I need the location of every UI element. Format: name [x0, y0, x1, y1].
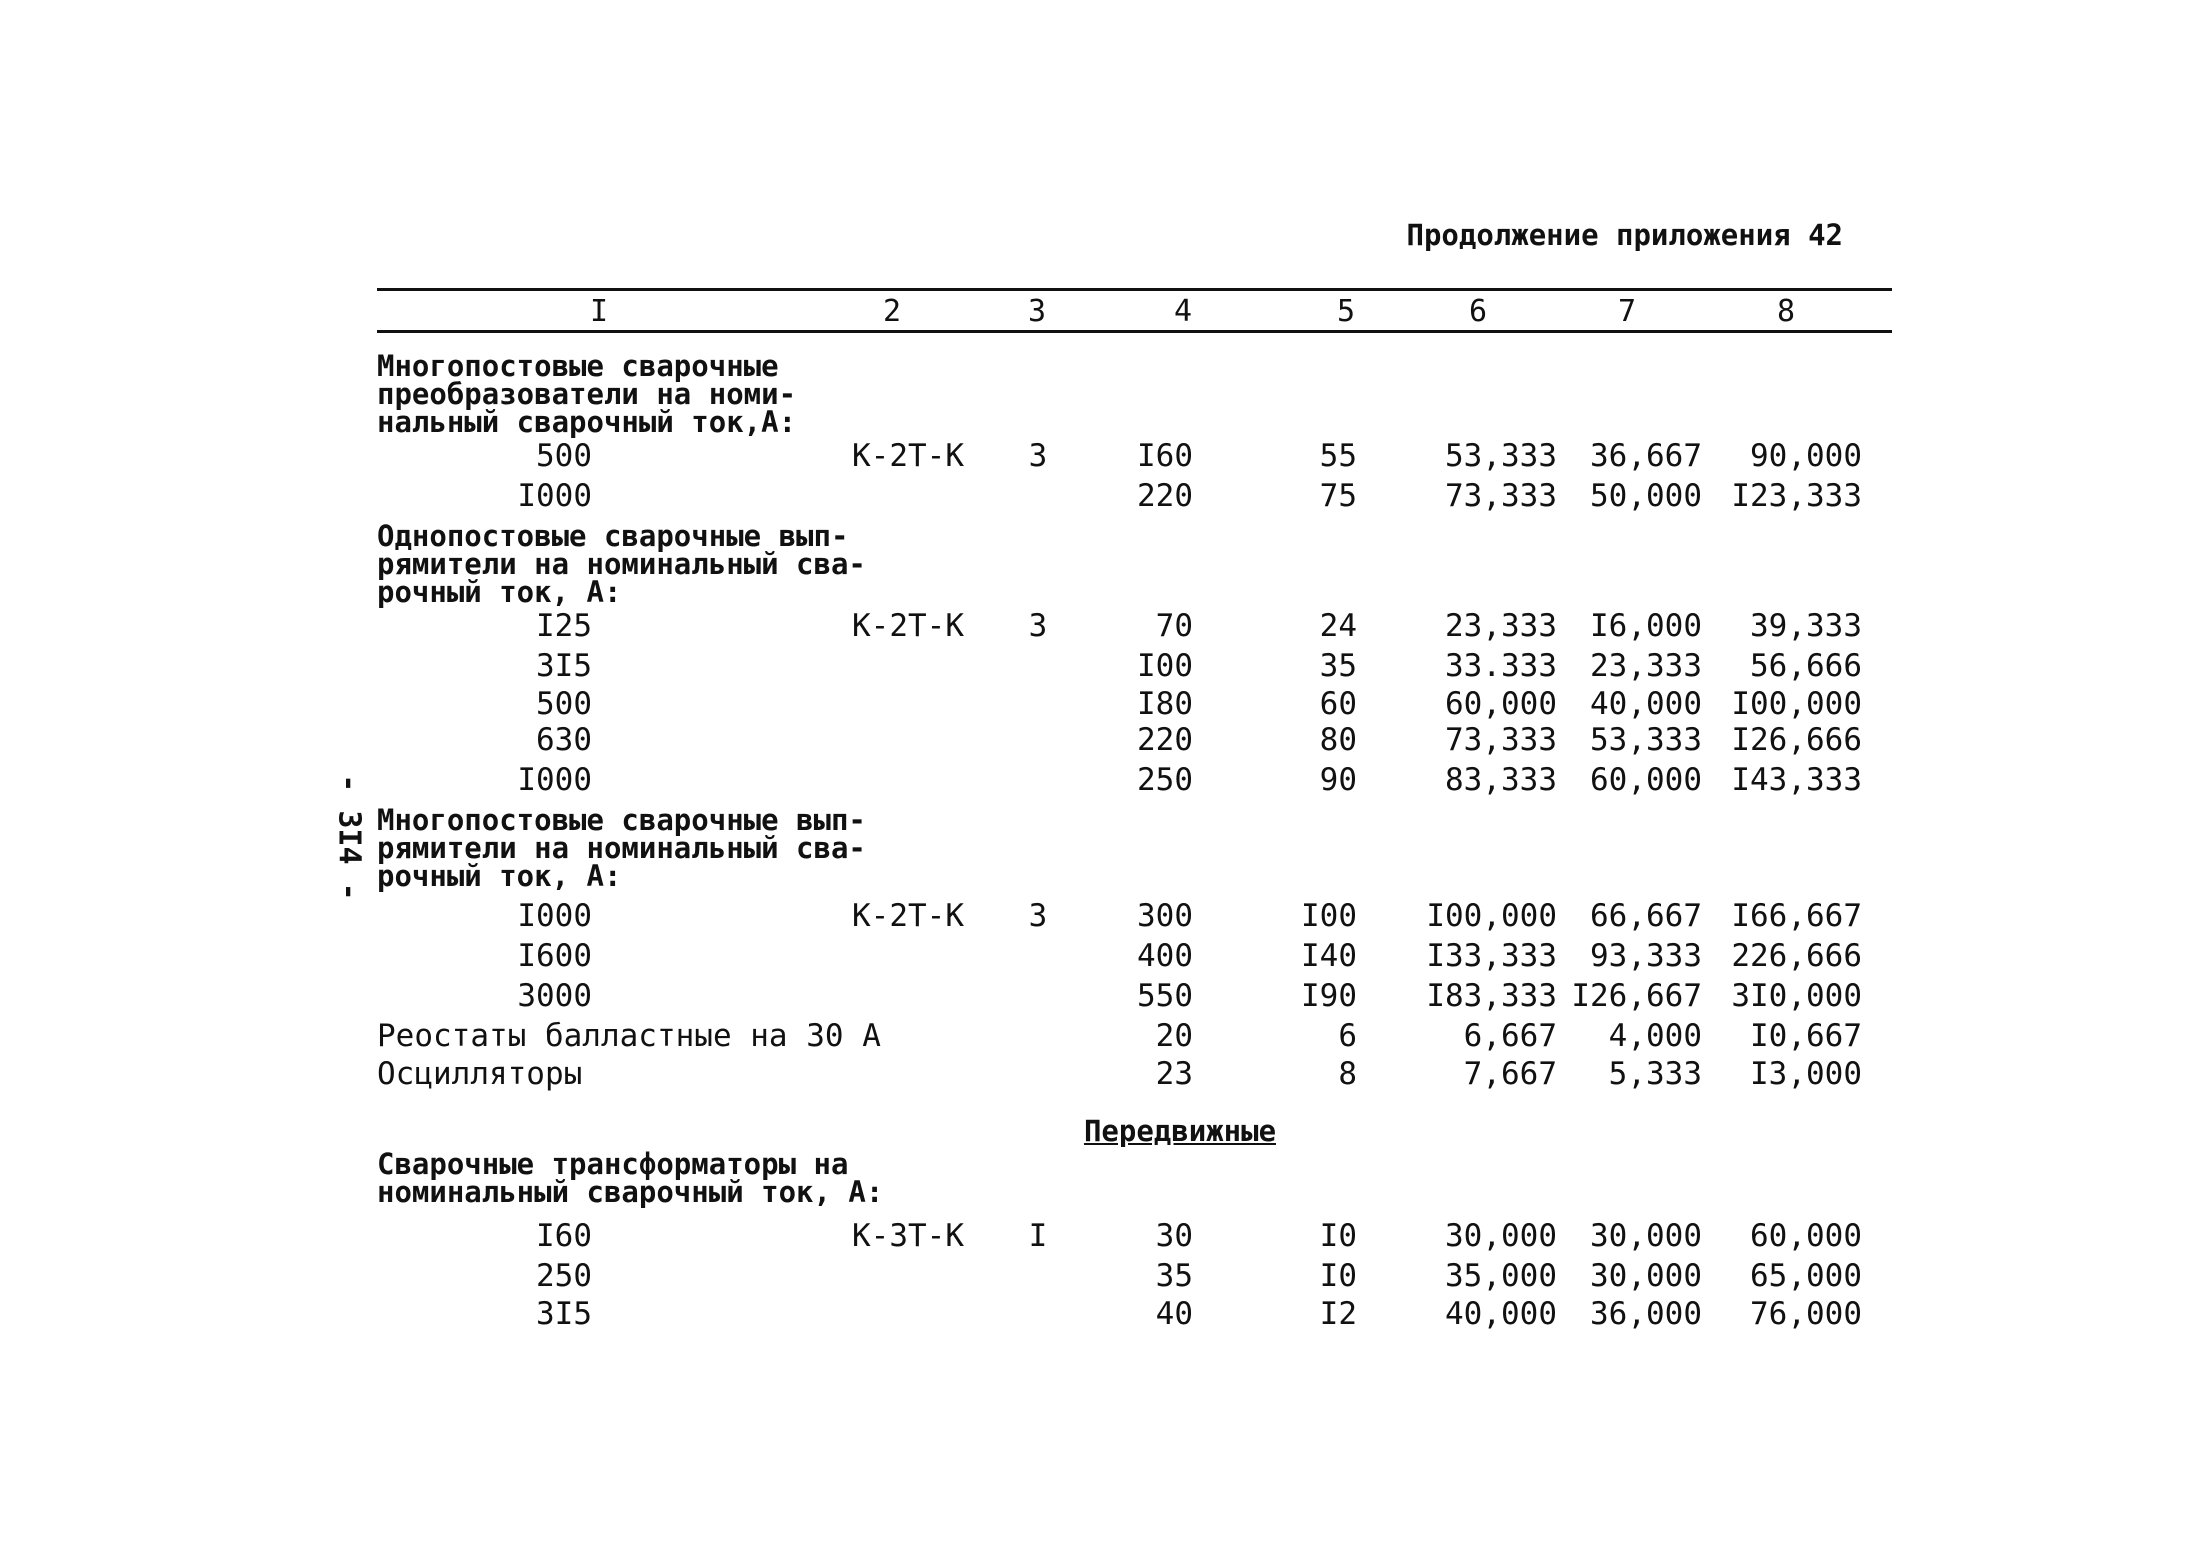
- cell-c7: 23,333: [1590, 648, 1702, 684]
- cell-c6: I00,000: [1426, 898, 1557, 934]
- cell-c4: 20: [1155, 1018, 1193, 1054]
- cell-c6: 30,000: [1445, 1218, 1557, 1254]
- table-row: [0, 686, 2185, 726]
- cell-c8: I43,333: [1731, 762, 1862, 798]
- cell-c1: 3I5: [536, 1296, 592, 1332]
- table-top-rule: [377, 288, 1892, 291]
- cell-c4: I60: [1137, 438, 1193, 474]
- table-row: [0, 978, 2185, 1018]
- cell-c4: 220: [1137, 722, 1193, 758]
- group-heading: Многопостовые сварочные вып- рямители на номинальный сва- рочный ток, А:: [377, 803, 866, 893]
- cell-c3: 3: [1028, 898, 1048, 934]
- column-number: 8: [1776, 294, 1796, 329]
- cell-c8: 3I0,000: [1731, 978, 1862, 1014]
- cell-c4: 35: [1155, 1258, 1193, 1294]
- cell-c6: 23,333: [1445, 608, 1557, 644]
- cell-c3: I: [1028, 1218, 1048, 1254]
- column-number: 2: [882, 294, 902, 329]
- cell-c2: К-2Т-К: [852, 608, 964, 644]
- column-number-row: [377, 294, 1892, 334]
- table-row: [0, 898, 2185, 938]
- cell-c5: 90: [1319, 762, 1357, 798]
- cell-c5: 60: [1319, 686, 1357, 722]
- table-row: [0, 648, 2185, 688]
- cell-c7: 30,000: [1590, 1218, 1702, 1254]
- cell-c6: 7,667: [1463, 1056, 1557, 1092]
- cell-c1: 630: [536, 722, 592, 758]
- cell-c8: I3,000: [1750, 1056, 1862, 1092]
- cell-c5: I0: [1319, 1258, 1357, 1294]
- cell-c4: 40: [1155, 1296, 1193, 1332]
- cell-c8: 65,000: [1750, 1258, 1862, 1294]
- cell-c5: 8: [1338, 1056, 1357, 1092]
- cell-c6: 53,333: [1445, 438, 1557, 474]
- cell-c8: 39,333: [1750, 608, 1862, 644]
- cell-c4: 220: [1137, 478, 1193, 514]
- column-number: 3: [1027, 294, 1047, 329]
- cell-c8: 90,000: [1750, 438, 1862, 474]
- cell-c7: 93,333: [1590, 938, 1702, 974]
- column-number: 5: [1336, 294, 1356, 329]
- group-heading: Многопостовые сварочные преобразователи на номи- нальный сварочный ток,А:: [377, 349, 797, 439]
- table-row: [0, 1018, 2185, 1058]
- cell-c8: 56,666: [1750, 648, 1862, 684]
- table-row: [0, 1056, 2185, 1096]
- cell-c5: 75: [1319, 478, 1357, 514]
- cell-c7: I6,000: [1590, 608, 1702, 644]
- cell-c7: 50,000: [1590, 478, 1702, 514]
- cell-c5: I90: [1301, 978, 1357, 1014]
- cell-c4: 70: [1155, 608, 1193, 644]
- table-row: [0, 478, 2185, 518]
- continuation-header: Продолжение приложения 42: [1406, 218, 1843, 252]
- table-header-rule: [377, 330, 1892, 333]
- table-row: [0, 608, 2185, 648]
- cell-c7: 5,333: [1608, 1056, 1702, 1092]
- cell-c1: 3000: [517, 978, 592, 1014]
- cell-c6: I33,333: [1426, 938, 1557, 974]
- column-number: 4: [1173, 294, 1193, 329]
- cell-c6: 60,000: [1445, 686, 1557, 722]
- cell-c8: I0,667: [1750, 1018, 1862, 1054]
- cell-c1: 250: [536, 1258, 592, 1294]
- cell-c6: I83,333: [1426, 978, 1557, 1014]
- cell-c7: 36,667: [1590, 438, 1702, 474]
- cell-c1: 500: [536, 686, 592, 722]
- cell-c8: 226,666: [1731, 938, 1862, 974]
- cell-c6: 6,667: [1463, 1018, 1557, 1054]
- cell-c6: 73,333: [1445, 478, 1557, 514]
- cell-c5: I2: [1319, 1296, 1357, 1332]
- cell-c3: 3: [1028, 438, 1048, 474]
- cell-c7: 53,333: [1590, 722, 1702, 758]
- cell-c5: I00: [1301, 898, 1357, 934]
- cell-c5: 55: [1319, 438, 1357, 474]
- cell-c1: I25: [536, 608, 592, 644]
- cell-c1: 3I5: [536, 648, 592, 684]
- table-row: [0, 722, 2185, 762]
- cell-c6: 35,000: [1445, 1258, 1557, 1294]
- cell-c6: 83,333: [1445, 762, 1557, 798]
- cell-c8: I26,666: [1731, 722, 1862, 758]
- cell-c7: 40,000: [1590, 686, 1702, 722]
- table-row: [0, 438, 2185, 478]
- cell-c4: 550: [1137, 978, 1193, 1014]
- cell-c7: 60,000: [1590, 762, 1702, 798]
- cell-c4: 30: [1155, 1218, 1193, 1254]
- cell-c5: 80: [1319, 722, 1357, 758]
- cell-c6: 40,000: [1445, 1296, 1557, 1332]
- table-row: [0, 938, 2185, 978]
- cell-c1: I000: [517, 478, 592, 514]
- cell-c6: 33.333: [1445, 648, 1557, 684]
- cell-c7: 30,000: [1590, 1258, 1702, 1294]
- cell-c4: I00: [1137, 648, 1193, 684]
- cell-c4: I80: [1137, 686, 1193, 722]
- cell-c7: 36,000: [1590, 1296, 1702, 1332]
- group-heading: Сварочные трансформаторы на номинальный сварочный ток, А:: [377, 1147, 884, 1209]
- cell-c8: I66,667: [1731, 898, 1862, 934]
- cell-c3: 3: [1028, 608, 1048, 644]
- cell-c2: К-2Т-К: [852, 438, 964, 474]
- cell-c4: 300: [1137, 898, 1193, 934]
- cell-c5: 35: [1319, 648, 1357, 684]
- cell-c4: 400: [1137, 938, 1193, 974]
- column-number: 6: [1468, 294, 1488, 329]
- cell-c1: I600: [517, 938, 592, 974]
- cell-c2: К-2Т-К: [852, 898, 964, 934]
- cell-c1: 500: [536, 438, 592, 474]
- cell-c5: I40: [1301, 938, 1357, 974]
- cell-c7: I26,667: [1571, 978, 1702, 1014]
- cell-c1: I000: [517, 762, 592, 798]
- page-number: - 3I4 -: [331, 774, 367, 901]
- column-number: I: [589, 294, 609, 329]
- cell-c1: I60: [536, 1218, 592, 1254]
- cell-c8: I00,000: [1731, 686, 1862, 722]
- table-row: [0, 1296, 2185, 1336]
- cell-c5: 24: [1319, 608, 1357, 644]
- cell-c8: 60,000: [1750, 1218, 1862, 1254]
- group-heading: Однопостовые сварочные вып- рямители на номинальный сва- рочный ток, А:: [377, 519, 866, 609]
- cell-c8: 76,000: [1750, 1296, 1862, 1332]
- cell-c7: 4,000: [1608, 1018, 1702, 1054]
- table-row: [0, 1258, 2185, 1298]
- cell-c6: 73,333: [1445, 722, 1557, 758]
- row-name: Реостаты балластные на 30 А: [377, 1018, 881, 1054]
- table-row: [0, 762, 2185, 802]
- row-name: Осцилляторы: [377, 1056, 583, 1092]
- cell-c4: 23: [1155, 1056, 1193, 1092]
- cell-c4: 250: [1137, 762, 1193, 798]
- cell-c7: 66,667: [1590, 898, 1702, 934]
- cell-c1: I000: [517, 898, 592, 934]
- section-title-mobile: Передвижные: [1083, 1114, 1277, 1148]
- cell-c2: К-3Т-К: [852, 1218, 964, 1254]
- table-row: [0, 1218, 2185, 1258]
- cell-c5: 6: [1338, 1018, 1357, 1054]
- cell-c8: I23,333: [1731, 478, 1862, 514]
- column-number: 7: [1617, 294, 1637, 329]
- cell-c5: I0: [1319, 1218, 1357, 1254]
